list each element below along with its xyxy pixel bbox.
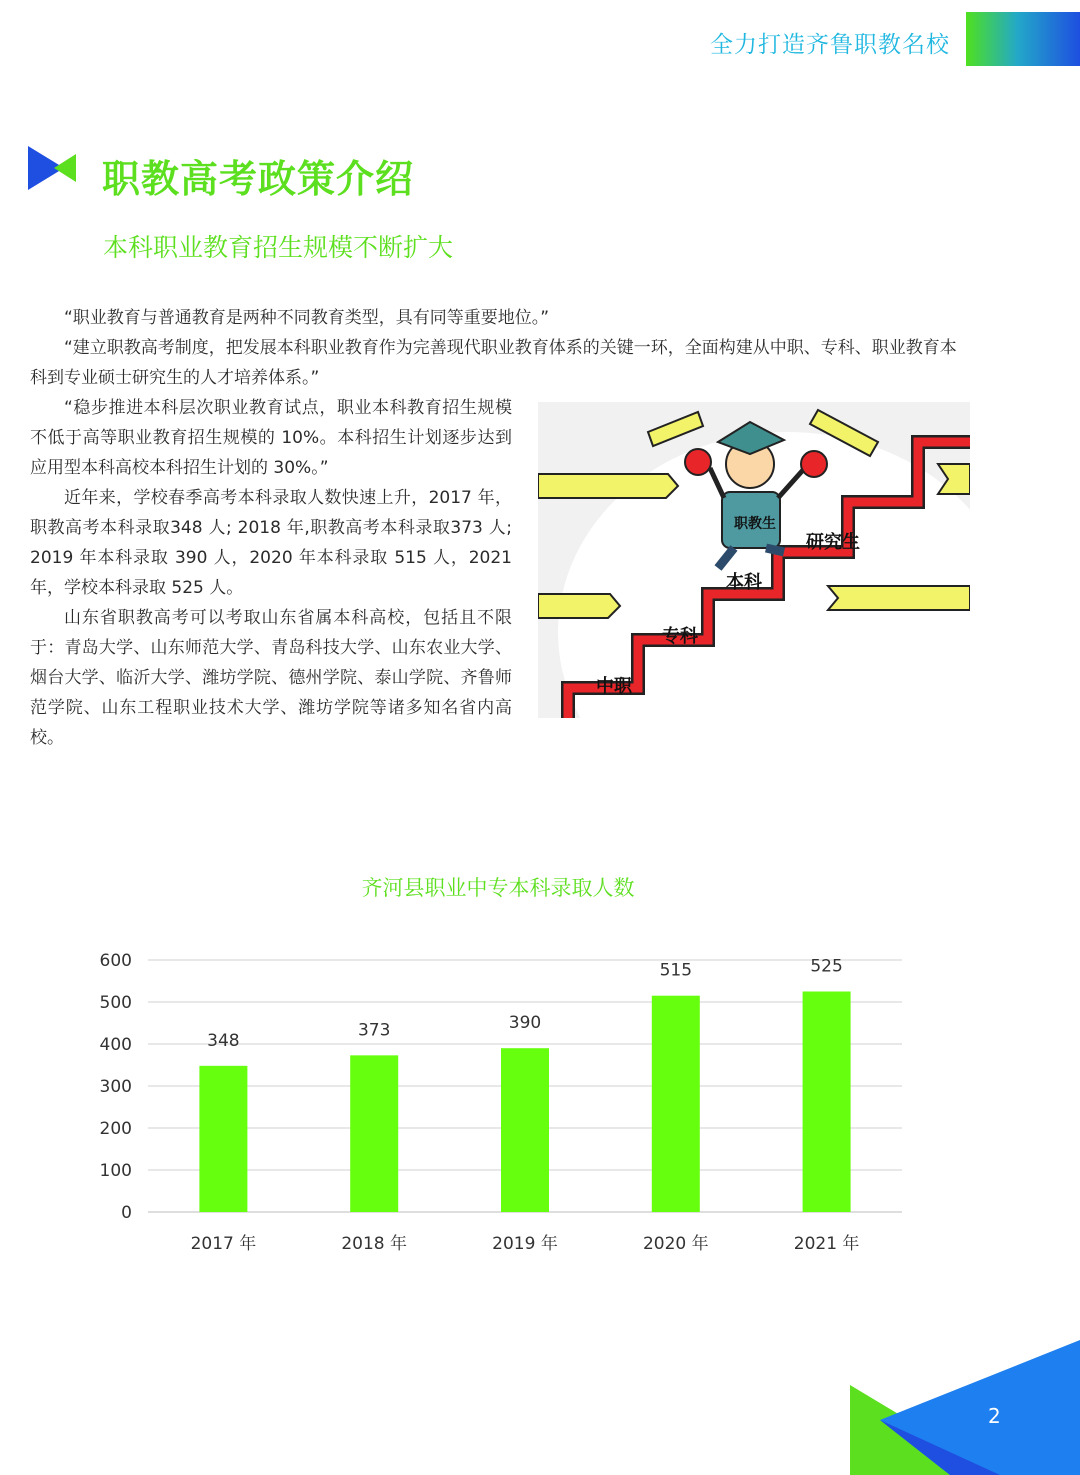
y-tick-label: 600 xyxy=(99,951,132,971)
y-tick-label: 300 xyxy=(99,1077,132,1097)
x-tick-label: 2020 年 xyxy=(642,1234,709,1254)
label-zhuanke: 专科 xyxy=(662,626,698,647)
x-tick-label: 2021 年 xyxy=(793,1234,860,1254)
bar xyxy=(803,992,851,1213)
page-number: 2 xyxy=(988,1404,1001,1428)
y-tick-label: 100 xyxy=(99,1161,132,1181)
data-label: 525 xyxy=(810,956,843,977)
x-tick-label: 2019 年 xyxy=(492,1234,558,1254)
corner-decoration xyxy=(850,1340,1080,1475)
chart-title: 齐河县职业中专本科录取人数 xyxy=(361,876,635,900)
data-label: 373 xyxy=(357,1020,391,1041)
enrollment-bar-chart xyxy=(90,930,920,1270)
header-slogan: 全力打造齐鲁职教名校 xyxy=(710,32,950,58)
y-tick-label: 400 xyxy=(99,1035,132,1055)
data-label: 390 xyxy=(508,1013,542,1034)
header-gradient-bar xyxy=(966,12,1080,66)
quote-paragraph-1: “职业教育与普通教育是两种不同教育类型，具有同等重要地位。” xyxy=(64,308,550,328)
bar xyxy=(652,996,700,1212)
label-yanjiusheng: 研究生 xyxy=(806,532,860,553)
y-tick-label: 0 xyxy=(121,1203,132,1223)
universities-paragraph: 山东省职教高考可以考取山东省属本科高校，包括且不限于：青岛大学、山东师范大学、青岛科技大学、山东农业大学、烟台大学、临沂大学、潍坊学院、德州学院、泰山学院、齐鲁师范学院、山东工程职业技术大学、潍坊学院等诸多知名省内高校。 xyxy=(30,608,512,748)
quote-paragraph-3: “稳步推进本科层次职业教育试点，职业本科教育招生规模不低于高等职业教育招生规模的 10%。本科招生计划逐步达到应用型本科高校本科招生计划的 30%。” xyxy=(30,398,512,478)
play-arrow-icon xyxy=(28,146,78,190)
label-zhongzhi: 中职 xyxy=(596,676,632,697)
label-benke: 本科 xyxy=(726,572,762,593)
bar xyxy=(199,1066,247,1212)
label-zhijiaosheng: 职教生 xyxy=(734,516,776,532)
data-label: 348 xyxy=(207,1030,240,1051)
data-label: 515 xyxy=(659,960,693,981)
y-tick-label: 200 xyxy=(99,1119,132,1139)
y-tick-label: 500 xyxy=(99,993,132,1013)
section-title: 职教高考政策介绍 xyxy=(102,157,415,201)
quote-paragraph-2: “建立职教高考制度，把发展本科职业教育作为完善现代职业教育体系的关键一环，全面构建从中职、专科、职业教育本科到专业硕士研究生的人才培养体系。” xyxy=(30,338,957,388)
x-tick-label: 2018 年 xyxy=(341,1234,408,1254)
x-tick-label: 2017 年 xyxy=(190,1234,257,1254)
bar xyxy=(501,1048,549,1212)
career-staircase-illustration xyxy=(538,402,970,718)
enrollment-paragraph: 近年来，学校春季高考本科录取人数快速上升，2017 年，职教高考本科录取348 人; 2018 年,职教高考本科录取373 人; 2019 年本科录取 390 人，2020 年本科录取 515 人，2021 年，学校本科录取 525 人。 xyxy=(30,488,512,598)
section-subtitle: 本科职业教育招生规模不断扩大 xyxy=(103,233,454,262)
bar xyxy=(350,1055,398,1212)
